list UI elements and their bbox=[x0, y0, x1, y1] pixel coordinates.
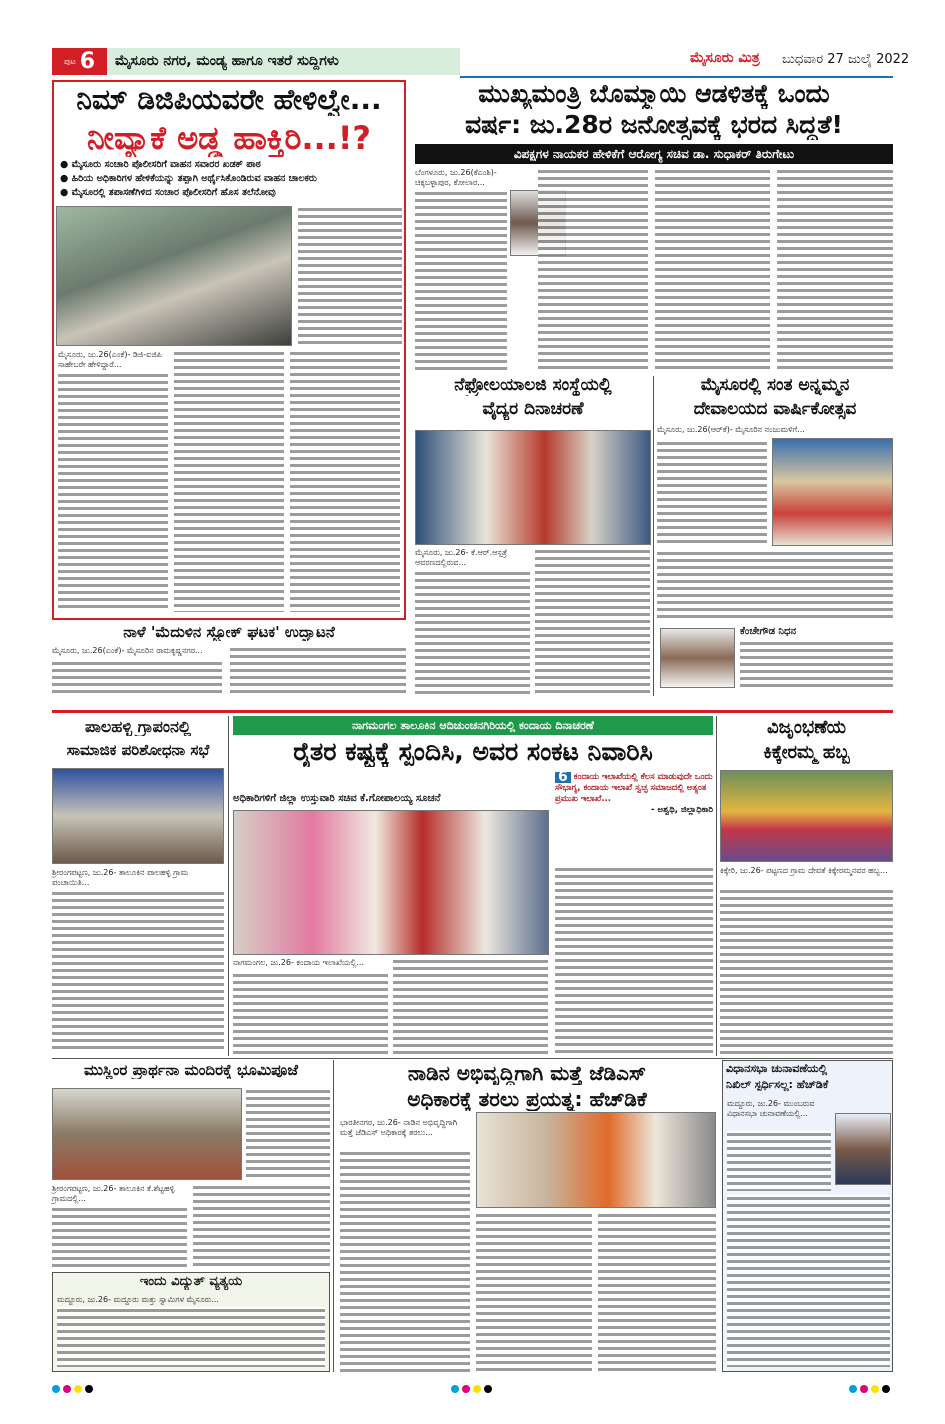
body-text bbox=[193, 1184, 330, 1268]
photo-revenue-day bbox=[233, 810, 549, 955]
body-text bbox=[777, 168, 893, 370]
bullet: ● ಮೈಸೂರಲ್ಲಿ ತಪಾಸಣೆಗಿಳಿದ ಸಂಚಾರ ಪೊಲೀಸರಿಗೆ ಹೊಸ ತಲೆನೋವು bbox=[60, 187, 276, 198]
headline: ಅಧಿಕಾರಕ್ಕೆ ತರಲು ಪ್ರಯತ್ನ: ಹೆಚ್‌ಡಿಕೆ bbox=[407, 1088, 647, 1111]
body-text bbox=[174, 350, 284, 612]
quote-box bbox=[555, 769, 713, 862]
kicker-bar: ನಾಗಮಂಗಲ ತಾಲೂಕಿನ ಆದಿಚುಂಚನಗಿರಿಯಲ್ಲಿ ಕಂದಾಯ ದಿನಾಚರಣೆ bbox=[233, 716, 713, 735]
nikhil-box bbox=[722, 1060, 893, 1372]
headline: ನಿಖಿಲ್ ಸ್ಪರ್ಧಿಸಲ್ಲ: ಹೆಚ್‌ಡಿಕೆ bbox=[726, 1079, 829, 1091]
lead-text: ಮೈಸೂರು, ಜು.26(ಎಂಕೆ)- ಡಿಜಿ-ಐಜಿಪಿ ಸಾಹೇಬರೇ ಹೇಳಿದ್ದಾರೆ... bbox=[58, 350, 168, 370]
body-text bbox=[52, 890, 224, 1052]
body-text bbox=[657, 550, 893, 620]
body-text bbox=[535, 548, 650, 695]
lead-text: ನಾಗಮಂಗಲ, ಜು.26- ಕಂದಾಯ ಇಲಾಖೆಯಲ್ಲಿ... bbox=[233, 958, 388, 968]
header-rule bbox=[460, 76, 893, 78]
subhead-bar: ವಿಪಕ್ಷಗಳ ನಾಯಕರ ಹೇಳಿಕೆಗೆ ಆರೋಗ್ಯ ಸಚಿವ ಡಾ. ಸುಧಾಕರ್ ತಿರುಗೇಟು bbox=[415, 144, 893, 164]
body-text bbox=[415, 570, 530, 695]
lead-text: ಬೆಂಗಳೂರು, ಜು.26(ಕೆಎಂಶಿ)- ಚಿಕ್ಕಬಳ್ಳಾಪುರ, ಕೋಲಾರ... bbox=[415, 168, 533, 188]
body-text bbox=[246, 1088, 330, 1180]
quote-number: 6 bbox=[555, 772, 571, 783]
headline-red: ನೀವ್ಯಾಕೆ ಅಡ್ಡ ಹಾಕ್ತಿರಿ...!? bbox=[86, 120, 371, 157]
body-text bbox=[233, 972, 388, 1054]
headline: ವಿಜೃಂಭಣೆಯ bbox=[766, 718, 847, 738]
body-text bbox=[740, 640, 893, 690]
photo-traffic-check bbox=[56, 206, 292, 346]
headline: ಪಾಲಹಳ್ಳಿ ಗ್ರಾಪಂನಲ್ಲಿ bbox=[84, 718, 191, 736]
lead-text: ಮೈಸೂರು, ಜು.26- ಕೆ.ಆರ್.ಆಸ್ಪತ್ರೆ ಆವರಣದಲ್ಲಿರುವ... bbox=[415, 548, 530, 568]
obituary-title: ಕೆಂಚೇಗೌಡ ನಿಧನ bbox=[740, 626, 797, 637]
column-rule bbox=[228, 716, 229, 1056]
body-text bbox=[657, 440, 767, 545]
power-cut-box bbox=[52, 1272, 330, 1372]
photo-church bbox=[772, 438, 893, 546]
photo-festival bbox=[720, 770, 893, 862]
body-text bbox=[52, 660, 222, 694]
section-divider bbox=[52, 1058, 893, 1059]
lead-text: ಮದ್ದೂರು, ಜು.26- ಮುಂಬರುವ ವಿಧಾನಸಭಾ ಚುನಾವಣೆಯಲ್ಲಿ... bbox=[727, 1099, 815, 1118]
headline: ವೈದ್ಯರ ದಿನಾಚರಣೆ bbox=[482, 400, 584, 419]
lead-text: ಶ್ರೀರಂಗಪಟ್ಟಣ, ಜು.26- ತಾಲೂಕಿನ ಕೆ.ಶೆಟ್ಟಹಳ್ಳಿ ಗ್ರಾಮದಲ್ಲಿ... bbox=[52, 1184, 187, 1204]
body-text bbox=[720, 888, 893, 1054]
body-text bbox=[290, 350, 400, 612]
headline: ಇಂದು ವಿದ್ಯುತ್ ವ್ಯತ್ಯಯ bbox=[139, 1275, 243, 1289]
headline: ವರ್ಷ: ಜು.28ರ ಜನೋತ್ಸವಕ್ಕೆ ಭರದ ಸಿದ್ಧತೆ! bbox=[465, 111, 843, 139]
quote-text: ಕಂದಾಯ ಇಲಾಖೆಯಲ್ಲಿ ಕೆಲಸ ಮಾಡುವುದೇ ಒಂದು ಸೌಭಾಗ್ಯ, ಕಂದಾಯ ಇಲಾಖೆ ಸ್ವಚ್ಛ ಸಮಾಜದಲ್ಲಿ ಅತ್ಯಂತ ಪ್ರಮುಖ ಇಲಾಖೆ... bbox=[555, 772, 713, 804]
column-rule bbox=[653, 376, 654, 696]
page-label: ಪುಟ bbox=[63, 56, 76, 66]
body-text bbox=[393, 958, 548, 1054]
headline: ಮೈಸೂರಲ್ಲಿ ಸಂತ ಅನ್ನಮ್ಮನ bbox=[700, 376, 850, 395]
headline: ಕಿಕ್ಕೇರಮ್ಮ ಹಬ್ಬ bbox=[763, 743, 850, 763]
bullet-list bbox=[60, 158, 400, 200]
subhead: ಅಧಿಕಾರಿಗಳಿಗೆ ಜಿಲ್ಲಾ ಉಸ್ತುವಾರಿ ಸಚಿವ ಕೆ.ಗೋಪಾಲಯ್ಯ ಸೂಚನೆ bbox=[233, 793, 441, 804]
headline: ವಿಧಾನಸಭಾ ಚುನಾವಣೆಯಲ್ಲಿ bbox=[726, 1063, 828, 1075]
lead-text: ಭಾರತೀನಗರ, ಜು.26- ನಾಡಿನ ಅಭಿವೃದ್ಧಿಗಾಗಿ ಮತ್ತೆ ಜೆಡಿಎಸ್ ಅಧಿಕಾರಕ್ಕೆ ತರಲು... bbox=[340, 1118, 470, 1138]
headline: ಮುಖ್ಯಮಂತ್ರಿ ಬೊಮ್ಮಾಯಿ ಆಡಳಿತಕ್ಕೆ ಒಂದು bbox=[478, 80, 830, 108]
headline: ನೆಫ್ರೋಲಯಾಲಜಿ ಸಂಸ್ಥೆಯಲ್ಲಿ bbox=[454, 376, 612, 395]
section-title: ಮೈಸೂರು ನಗರ, ಮಂಡ್ಯ ಹಾಗೂ ಇತರೆ ಸುದ್ದಿಗಳು bbox=[107, 48, 460, 75]
headline: ದೇವಾಲಯದ ವಾರ್ಷಿಕೋತ್ಸವ bbox=[693, 400, 857, 419]
body-text bbox=[52, 1206, 187, 1268]
masthead-logo: ಮೈಸೂರು ಮಿತ್ರ bbox=[690, 50, 760, 66]
headline: ನಾಳೆ 'ಮೆದುಳಿನ ಸ್ಟ್ರೋಕ್ ಘಟಕ' ಉದ್ಘಾಟನೆ bbox=[123, 624, 335, 641]
headline: ನಾಡಿನ ಅಭಿವೃದ್ಧಿಗಾಗಿ ಮತ್ತೆ ಜೆಡಿಎಸ್ bbox=[407, 1062, 647, 1085]
page-number-box bbox=[52, 48, 107, 75]
column-rule bbox=[333, 1060, 334, 1372]
body-text bbox=[340, 1150, 470, 1372]
body-text bbox=[598, 1212, 716, 1372]
headline: ರೈತರ ಕಷ್ಟಕ್ಕೆ ಸ್ಪಂದಿಸಿ, ಅವರ ಸಂಕಟ ನಿವಾರಿಸಿ bbox=[293, 738, 653, 766]
page-number: 6 bbox=[79, 49, 96, 74]
body-text bbox=[298, 206, 402, 346]
quote-author: - ಅಶ್ವಥಿ, ಜಿಲ್ಲಾಧಿಕಾರಿ bbox=[651, 805, 713, 815]
body-text bbox=[415, 190, 507, 370]
body-text bbox=[727, 1131, 831, 1191]
photo-obituary bbox=[660, 628, 735, 688]
bullet: ● ಹಿರಿಯ ಅಧಿಕಾರಿಗಳ ಹೇಳಿಕೆಯನ್ನು ತಪ್ಪಾಗಿ ಅರ್ಥೈಸಿಕೊಂಡಿರುವ ವಾಹನ ಚಾಲಕರು bbox=[60, 173, 317, 184]
lead-text: ಮೈಸೂರು, ಜು.26(ಆರ್‌ಕೆ)- ಮೈಸೂರಿನ ನಂಜುಮಳಿಗೆ... bbox=[657, 425, 893, 435]
headline: ನಿಮ್ ಡಿಜಿಪಿಯವರೇ ಹೇಳಿಲ್ವೇ... bbox=[76, 84, 382, 116]
headline: ಮುಸ್ಲಿಂರ ಪ್ರಾರ್ಥನಾ ಮಂದಿರಕ್ಕೆ ಭೂಮಿಪೂಜೆ bbox=[84, 1062, 298, 1079]
photo-meeting bbox=[52, 768, 224, 864]
photo-doctors-day bbox=[415, 430, 651, 545]
body-text bbox=[555, 866, 713, 1054]
lead-text: ಶ್ರೀರಂಗಪಟ್ಟಣ, ಜು.26- ತಾಲೂಕಿನ ಪಾಲಹಳ್ಳಿ ಗ್ರಾಮ ಪಂಚಾಯಿತಿ... bbox=[52, 868, 224, 888]
body-text bbox=[538, 168, 648, 370]
body-text bbox=[655, 168, 770, 370]
lead-text: ಕಿಕ್ಕೇರಿ, ಜು.26- ಪಟ್ಟಣದ ಗ್ರಾಮ ದೇವತೆ ಕಿಕ್ಕೇರಮ್ಮನವರ ಹಬ್ಬ... bbox=[720, 866, 893, 876]
body-text bbox=[230, 646, 406, 694]
date: ಬುಧವಾರ 27 ಜುಲೈ 2022 bbox=[782, 52, 910, 67]
lead-text: ಮೈಸೂರು, ಜು.26(ಎಂಕೆ)- ಮೈಸೂರಿನ ರಾಮಕೃಷ್ಣನಗರ... bbox=[52, 646, 222, 656]
photo-hdk-event bbox=[476, 1112, 716, 1208]
bullet: ● ಮೈಸೂರು ಸಂಚಾರಿ ಪೊಲೀಸರಿಗೆ ವಾಹನ ಸವಾರರ ಖಡಕ್ ಪಾಠ bbox=[60, 159, 261, 170]
body-text bbox=[58, 372, 168, 612]
section-divider bbox=[52, 710, 893, 713]
column-rule bbox=[716, 716, 717, 1056]
color-registration-marks bbox=[52, 1378, 893, 1397]
story-traffic-police bbox=[52, 80, 406, 620]
photo-groundbreaking bbox=[52, 1088, 242, 1180]
body-text bbox=[57, 1307, 325, 1367]
body-text bbox=[476, 1212, 592, 1372]
body-text bbox=[727, 1195, 890, 1367]
headline: ಸಾಮಾಜಿಕ ಪರಿಶೋಧನಾ ಸಭೆ bbox=[66, 742, 210, 759]
lead-text: ಮದ್ದೂರು, ಜು.26- ಮದ್ದೂರು ಮತ್ತು ಸ್ವಾಮಿಗಳ ಮೈಸೂರು... bbox=[57, 1295, 219, 1304]
photo-nikhil bbox=[835, 1113, 891, 1185]
